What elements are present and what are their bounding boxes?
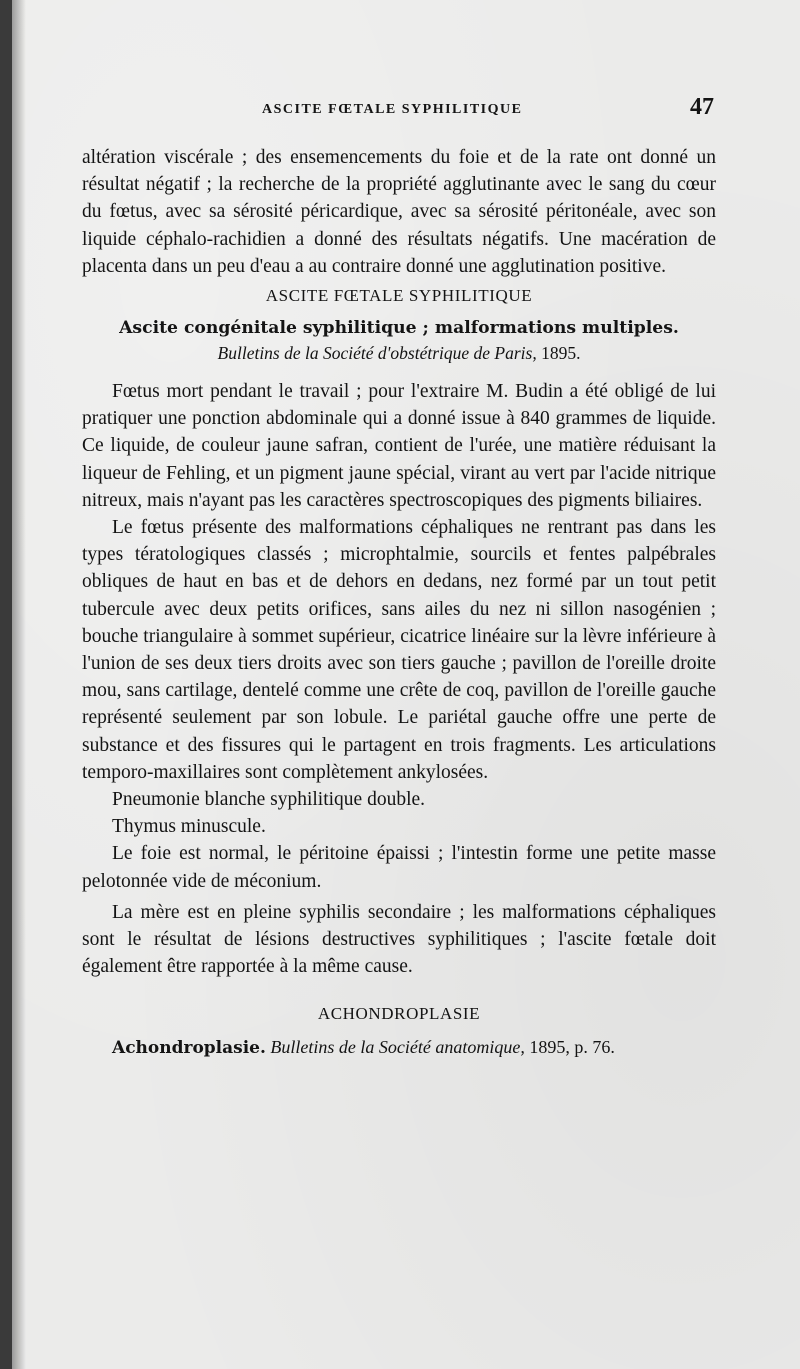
section-title-achondroplasie: ACHONDROPLASIE <box>317 1004 481 1024</box>
reference-journal: Bulletins de la Société d'obstétrique de Paris, <box>217 343 537 364</box>
reference-journal-italic: Bulletins de la Société anatomique, <box>270 1037 525 1058</box>
body-paragraph: Le fœtus présente des malformations céphaliques ne rentrant pas dans les types tératologiques classés ; microphtalmie, sourcils et fentes palpébrales obliques de haut en bas et de dehors en dedans, nez formé par un tout petit tubercule avec deux petits orifices, sans ailes du nez ni sillon nasogénien ; bouche triangulaire à sommet supérieur, cicatrice linéaire sur la lèvre inférieure à l'union de ses deux tiers droits avec son tiers gauche ; pavillon de l'oreille droite mou, sans cartilage, dentelé comme une crête de coq, pavillon de l'oreille gauche représenté seulement par son lobule. Le pariétal gauche offre une perte de substance et des fissures qui le partagent en trois fragments. Les articulations temporo-maxillaires sont complètement ankylosées. <box>82 517 716 783</box>
reference-year: 1895. <box>541 343 581 364</box>
body-paragraph: La mère est en pleine syphilis secondaire ; les malformations céphaliques sont le résultat de lésions destructives syphilitiques ; l'ascite fœtale doit également être rapportée à la même cause. <box>82 901 716 978</box>
page-number: 47 <box>690 94 714 120</box>
reference-source <box>82 341 716 366</box>
body-paragraph: Thymus minuscule. <box>112 816 266 838</box>
continued-paragraph: altération viscérale ; des ensemencements du foie et de la rate ont donné un résultat négatif ; la recherche de la propriété agglutinante avec le sang du cœur du fœtus, avec sa sérosité péricardique, avec sa sérosité péritonéale, avec son liquide céphalo-rachidien a donné des résultats négatifs. Une macération de placenta dans un peu d'eau a au contraire donné une agglutination positive. <box>82 147 716 277</box>
reference-title: Ascite congénitale syphilitique ; malformations multiples. <box>119 318 679 339</box>
book-page <box>12 0 800 1369</box>
reference-achondroplasie <box>82 1034 716 1061</box>
body-paragraph: Fœtus mort pendant le travail ; pour l'extraire M. Budin a été obligé de lui pratiquer une ponction abdominale qui a donné issue à 840 grammes de liquide. Ce liquide, de couleur jaune safran, contient de l'urée, une matière réduisant la liqueur de Fehling, et un pigment jaune spécial, virant au vert par l'acide nitrique nitreux, mais n'ayant pas les caractères spectroscopiques des pigments biliaires. <box>82 381 716 511</box>
reference-year-page: 1895, p. 76. <box>529 1037 615 1058</box>
section-title-ascite: ASCITE FŒTALE SYPHILITIQUE <box>265 286 533 306</box>
page-body <box>82 144 716 1061</box>
running-head: ASCITE FŒTALE SYPHILITIQUE <box>262 102 523 117</box>
body-paragraph: Le foie est normal, le péritoine épaissi ; l'intestin forme une petite masse pelotonnée vide de méconium. <box>82 843 716 892</box>
body-paragraph: Pneumonie blanche syphilitique double. <box>112 789 426 811</box>
reference-bold-title: Achondroplasie. <box>112 1038 266 1059</box>
page-gutter-shadow <box>12 0 26 1369</box>
page-header <box>82 94 714 128</box>
